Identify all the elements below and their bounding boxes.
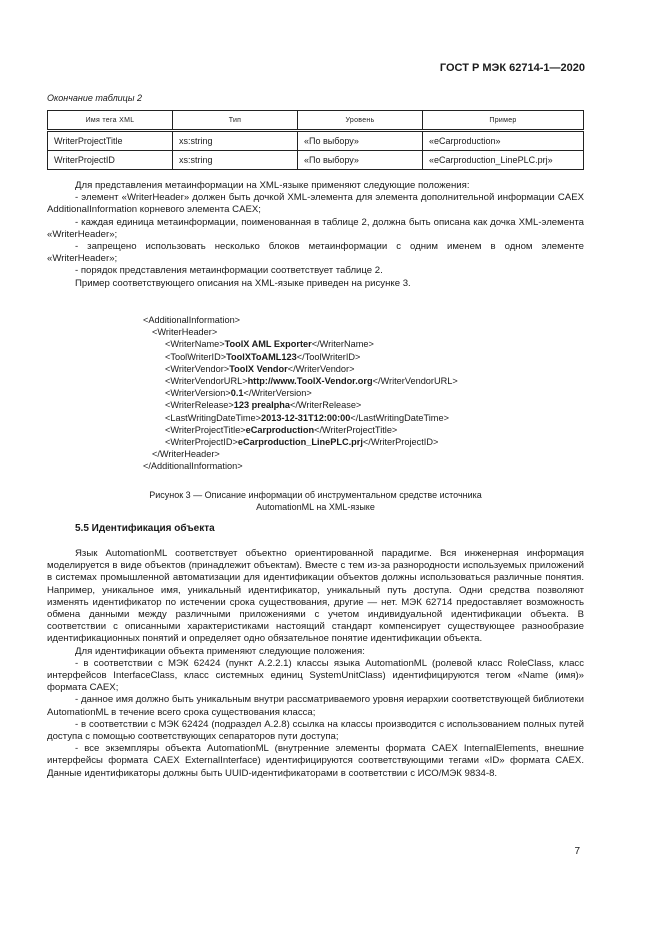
xml-close-tag: </WriterName> <box>311 339 374 350</box>
list-item: - запрещено использовать несколько блоков метаинформации с одним именем в одном элементе «WriterHeader»; <box>47 241 584 265</box>
table-cell: «По выбору» <box>298 131 423 151</box>
metadata-table <box>47 110 584 170</box>
xml-close-tag: </ToolWriterID> <box>296 351 361 362</box>
paragraph: Для представления метаинформации на XML-языке применяют следующие положения: <box>75 180 470 191</box>
xml-value: eCarproduction <box>245 424 315 435</box>
xml-line <box>143 375 458 387</box>
xml-open-tag: <WriterName> <box>165 339 225 350</box>
xml-close-tag: </WriterVendor> <box>287 363 355 374</box>
xml-open-tag: <ToolWriterID> <box>165 351 227 362</box>
xml-line <box>143 387 458 399</box>
xml-value: http://www.ToolX-Vendor.org <box>247 376 373 387</box>
xml-open-tag: <WriterVendorURL> <box>165 376 248 387</box>
table-cell: xs:string <box>173 131 298 151</box>
xml-example <box>143 314 458 473</box>
xml-line: </AdditionalInformation> <box>143 461 243 472</box>
column-header: Пример <box>423 111 584 131</box>
table-row <box>48 151 584 170</box>
xml-line <box>143 338 458 350</box>
column-header: Тип <box>173 111 298 131</box>
xml-line <box>143 412 458 424</box>
xml-line <box>143 363 458 375</box>
xml-open-tag: <WriterProjectTitle> <box>165 424 246 435</box>
intro-text <box>47 180 584 290</box>
xml-line <box>143 351 458 363</box>
standard-header: ГОСТ Р МЭК 62714-1—2020 <box>439 62 585 74</box>
xml-value: eCarproduction_LinePLC.prj <box>237 437 363 448</box>
figure-caption-line: Рисунок 3 — Описание информации об инструментальном средстве источника <box>149 490 482 500</box>
table-cell: WriterProjectTitle <box>48 131 173 151</box>
paragraph: Пример соответствующего описания на XML-языке приведен на рисунке 3. <box>75 277 411 289</box>
xml-value: 0.1 <box>230 388 244 399</box>
xml-close-tag: </WriterProjectTitle> <box>314 424 398 435</box>
table-header-row <box>48 111 584 131</box>
paragraph: Для идентификации объекта применяют следующие положения: <box>75 645 365 657</box>
xml-close-tag: </WriterVersion> <box>243 388 312 399</box>
xml-line <box>143 436 458 448</box>
xml-close-tag: </LastWritingDateTime> <box>350 412 449 423</box>
xml-line: <AdditionalInformation> <box>143 315 241 325</box>
page-number: 7 <box>574 846 580 857</box>
figure-caption-line: AutomationML на XML-языке <box>256 502 375 512</box>
xml-close-tag: </WriterRelease> <box>289 400 362 411</box>
list-item: - каждая единица метаинформации, поименованная в таблице 2, должна быть описана как дочка XML-элемента «WriterHeader»; <box>47 216 584 240</box>
xml-value: ToolX AML Exporter <box>224 339 312 350</box>
xml-open-tag: <LastWritingDateTime> <box>165 412 261 423</box>
paragraph: Язык AutomationML соответствует объектно ориентированной парадигме. Вся инженерная информация моделируется в виде объектов (принадлежит объектам). Вместе с тем из-за разнородности используемых приложений в системах промышленной автоматизации для идентификации объектов должны использоваться различные понятия. Например, уникальное имя, уникальный идентификатор, уникальный путь доступа. Одни средства позволяют изменять идентификатор по истечении срока существования, другие — нет. МЭК 62714 предоставляет возможность обмена данными между различными приложениями с учетом индивидуальной идентификации объекта. В соответствии с описанными характеристиками настоящий стандарт компенсирует существующее разнообразие идентификационных понятий и определяет одно обязательное понятие идентификации объекта. <box>47 548 584 645</box>
list-item: - порядок представления метаинформации соответствует таблице 2. <box>75 265 383 277</box>
list-item: - в соответствии с МЭК 62424 (подраздел А.2.8) ссылка на классы производится с использованием полных путей доступа с помощью соответствующих сепараторов пути доступа; <box>47 718 584 743</box>
section-body <box>47 548 584 780</box>
xml-value: 123 prealpha <box>233 400 290 411</box>
list-item: - данное имя должно быть уникальным внутри рассматриваемого уровня иерархии соответствующей библиотеки AutomationML в течение всего срока существования класса; <box>47 694 584 718</box>
table-caption: Окончание таблицы 2 <box>47 93 142 103</box>
xml-line <box>143 424 458 436</box>
table-cell: xs:string <box>173 151 298 170</box>
xml-open-tag: <WriterVendor> <box>165 363 230 374</box>
xml-open-tag: <WriterVersion> <box>165 388 231 399</box>
xml-value: ToolXToAML123 <box>226 351 297 362</box>
xml-value: 2013-12-31T12:00:00 <box>261 412 351 423</box>
column-header: Имя тега XML <box>48 111 173 131</box>
table-cell: WriterProjectID <box>48 151 173 170</box>
xml-value: ToolX Vendor <box>229 363 288 374</box>
list-item: - элемент «WriterHeader» должен быть дочкой XML-элемента для элемента дополнительной информации CAEX AdditionalInformation корневого элемента CAEX; <box>47 192 584 216</box>
xml-open-tag: <WriterRelease> <box>165 400 234 411</box>
table-cell: «eCarproduction_LinePLC.prj» <box>423 151 584 170</box>
xml-line <box>143 399 458 411</box>
table-cell: «По выбору» <box>298 151 423 170</box>
list-item: - все экземпляры объекта AutomationML (внутренние элементы формата CAEX InternalElements, внешние интерфейсы формата CAEX ExternalInterface) идентифицируются соответствующими тегами «ID» формата CAEX. Данные идентификаторы должны быть UUID-идентификаторами в соответствии с ИСО/МЭК 9834-8. <box>47 743 584 779</box>
figure-caption <box>47 489 584 513</box>
xml-line: <WriterHeader> <box>152 327 218 338</box>
list-item: - в соответствии с МЭК 62424 (пункт А.2.2.1) классы языка AutomationML (ролевой класс RoleClass, класс интерфейсов InterfaceClass, класс системных единиц SystemUnitClass) идентифицируются тегом «Name (имя)» формата CAEX; <box>47 657 584 694</box>
xml-line: </WriterHeader> <box>152 449 220 460</box>
table-row <box>48 131 584 151</box>
table-cell: «eCarproduction» <box>423 131 584 151</box>
section-title: 5.5 Идентификация объекта <box>75 523 215 534</box>
xml-close-tag: </WriterProjectID> <box>362 437 439 448</box>
xml-close-tag: </WriterVendorURL> <box>372 376 458 387</box>
xml-open-tag: <WriterProjectID> <box>165 437 238 448</box>
column-header: Уровень <box>298 111 423 131</box>
